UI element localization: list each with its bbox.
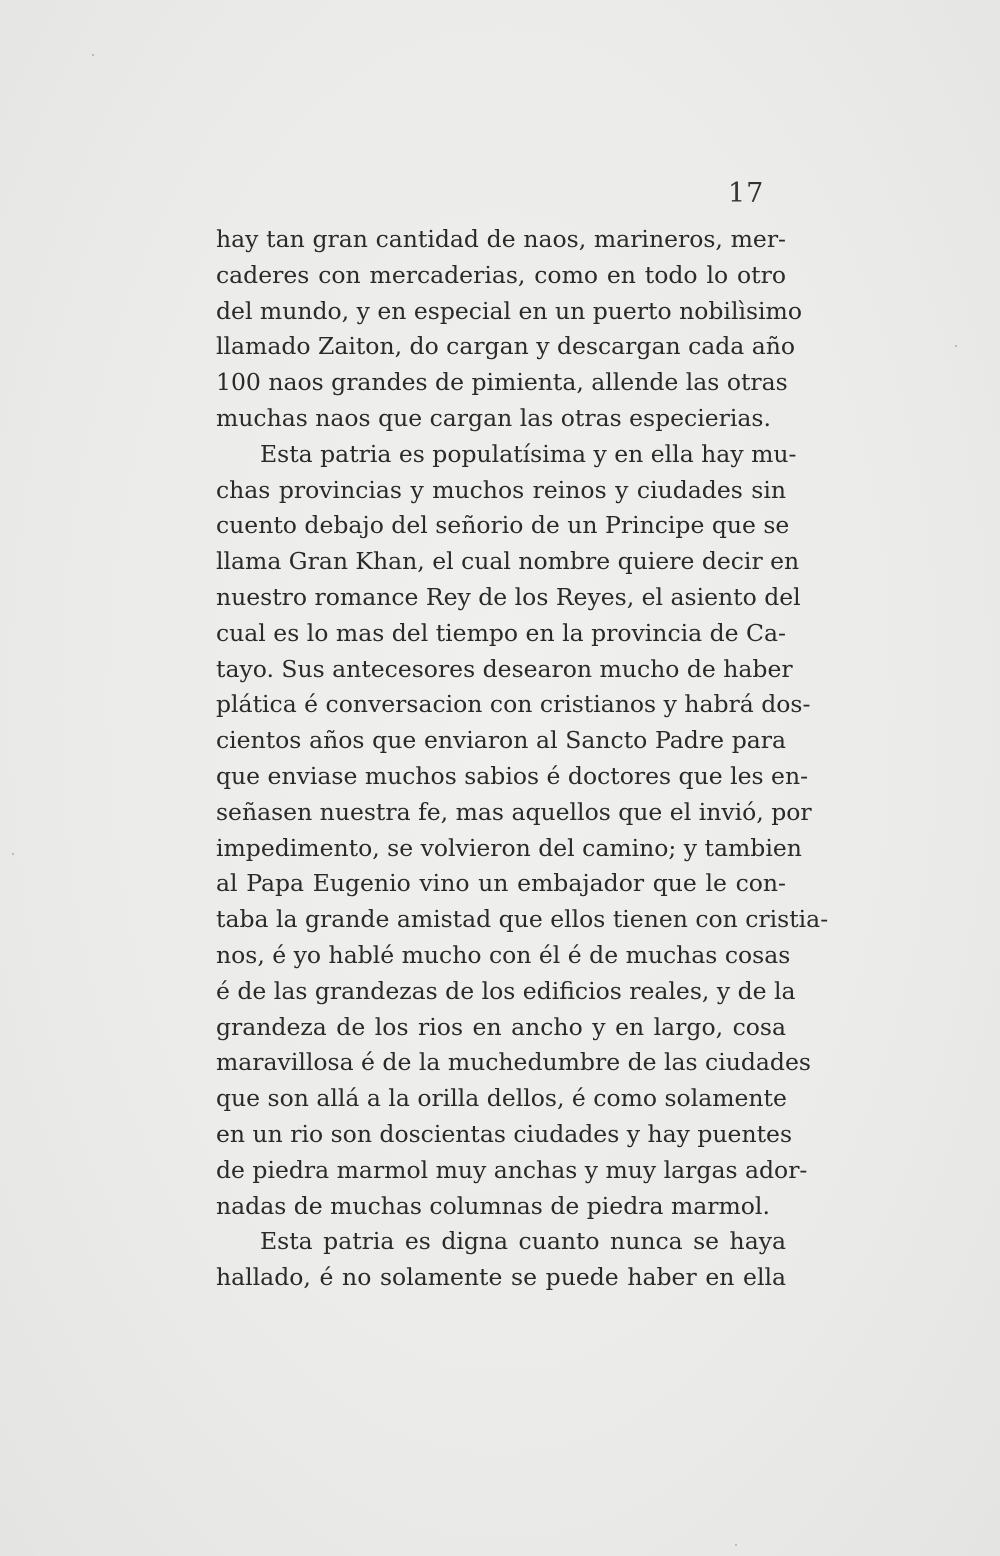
body-text	[216, 222, 829, 1296]
text-line: impedimento, se volvieron del camino; y tambien	[216, 833, 802, 862]
text-line: plática é conversacion con cristianos y habrá dos-	[216, 690, 811, 719]
text-line: chas provincias y muchos reinos y ciudades sin	[216, 475, 786, 504]
text-line: en un rio son doscientas ciudades y hay puentes	[216, 1119, 793, 1148]
text-line: que enviase muchos sabios é doctores que les en-	[216, 761, 809, 790]
text-line: de piedra marmol muy anchas y muy largas ador-	[216, 1155, 808, 1184]
text-line: hallado, é no solamente se puede haber en ella	[216, 1263, 786, 1292]
text-line: del mundo, y en especial en un puerto nobilìsimo	[216, 296, 802, 325]
text-line: é de las grandezas de los edificios reales, y de la	[216, 976, 796, 1005]
text-line: cual es lo mas del tiempo en la provincia de Ca-	[216, 618, 786, 647]
paper-speck	[92, 54, 94, 56]
text-line: al Papa Eugenio vino un embajador que le con-	[216, 869, 786, 898]
text-line: Esta patria es populatísima y en ella hay mu-	[260, 439, 797, 468]
text-line: hay tan gran cantidad de naos, marineros, mer-	[216, 225, 786, 253]
text-line: taba la grande amistad que ellos tienen con cristia-	[216, 905, 829, 934]
text-line: llamado Zaiton, do cargan y descargan cada año	[216, 332, 796, 361]
text-line: tayo. Sus antecesores desearon mucho de haber	[216, 654, 793, 683]
text-line: cientos años que enviaron al Sancto Padre para	[216, 726, 786, 755]
text-line: muchas naos que cargan las otras especierias.	[216, 403, 771, 432]
paper-speck	[955, 345, 957, 347]
paper-speck	[12, 853, 14, 855]
text-line: maravillosa é de la muchedumbre de las ciudades	[216, 1048, 811, 1077]
text-line: que son allá a la orilla dellos, é como solamente	[216, 1084, 787, 1113]
page-number: 17	[728, 178, 765, 209]
paper-speck	[735, 1544, 737, 1546]
text-line: llama Gran Khan, el cual nombre quiere decir en	[216, 547, 800, 576]
text-line: grandeza de los rios en ancho y en largo, cosa	[216, 1012, 786, 1041]
text-line: señasen nuestra fe, mas aquellos que el invió, por	[216, 797, 812, 826]
text-line: 100 naos grandes de pimienta, allende las otras	[216, 368, 788, 397]
text-line: nos, é yo hablé mucho con él é de muchas cosas	[216, 940, 791, 969]
text-line: nuestro romance Rey de los Reyes, el asiento del	[216, 582, 801, 611]
text-line: cuento debajo del señorio de un Principe que se	[216, 511, 790, 540]
text-line: Esta patria es digna cuanto nunca se haya	[260, 1227, 786, 1256]
text-line: nadas de muchas columnas de piedra marmol.	[216, 1191, 770, 1220]
text-line: caderes con mercaderias, como en todo lo otro	[216, 260, 786, 289]
